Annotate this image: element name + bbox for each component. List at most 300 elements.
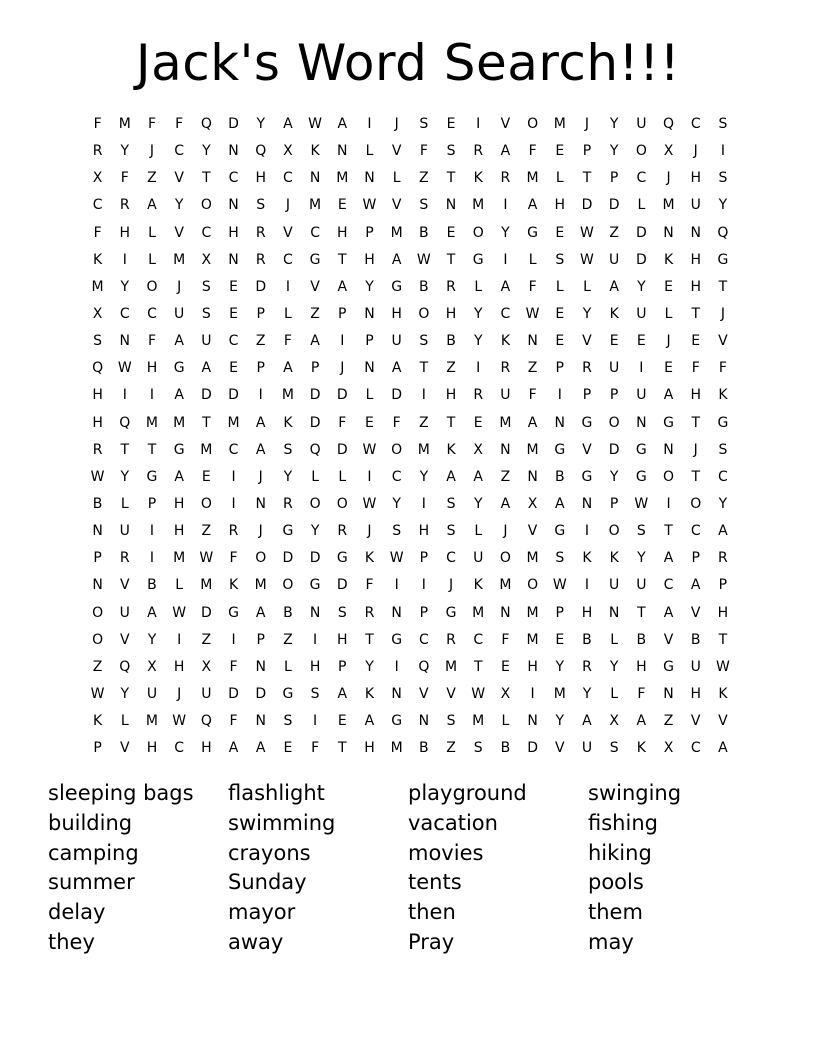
grid-letter: N [255,496,266,513]
grid-row [84,708,737,735]
grid-letter: V [174,224,184,241]
grid-letter: M [173,414,186,431]
grid-letter: H [309,658,321,675]
grid-letter: C [690,523,701,540]
grid-letter: Y [501,224,510,241]
word-column [228,779,408,958]
grid-letter: M [309,197,322,214]
grid-letter: N [364,306,375,323]
search-word: Pray [408,929,455,954]
grid-row [84,627,737,654]
grid-letter: L [284,306,292,323]
grid-letter: F [691,360,700,377]
grid-letter: I [149,387,155,404]
grid-letter: N [309,604,321,621]
grid-row [84,600,737,627]
grid-letter: I [122,387,127,404]
grid-letter: Z [527,360,538,377]
grid-letter: D [608,441,620,458]
grid-letter: I [476,116,481,133]
grid-letter: A [255,441,266,458]
grid-letter: C [663,577,674,594]
grid-letter: S [718,170,728,187]
grid-row [84,192,737,219]
grid-letter: M [118,116,131,133]
grid-letter: J [584,116,590,133]
grid-letter: A [663,387,674,404]
grid-letter: P [691,550,700,567]
grid-letter: O [635,143,647,160]
grid-letter: V [718,333,728,350]
grid-row [84,654,737,681]
search-word: swinging [588,781,682,805]
grid-letter: W [172,604,187,621]
grid-letter: M [472,713,485,730]
grid-letter: I [476,360,481,377]
grid-letter: W [552,577,567,594]
search-word: tents [408,870,462,895]
grid-letter: V [582,333,592,350]
grid-letter: I [122,251,127,268]
grid-letter: K [718,686,728,703]
grid-letter: M [662,197,675,214]
grid-letter: P [338,658,347,675]
grid-letter: J [285,197,290,214]
grid-letter: Z [419,414,429,431]
grid-letter: R [718,550,728,567]
grid-letter: Z [201,523,212,540]
grid-letter: W [362,197,377,214]
grid-letter: J [149,143,155,160]
grid-letter: S [201,306,211,323]
grid-letter: G [391,713,403,730]
grid-letter: D [255,686,267,703]
grid-letter: G [554,441,566,458]
grid-letter: F [501,631,510,648]
grid-letter: C [228,441,239,458]
grid-letter: Y [174,197,184,214]
grid-letter: D [228,116,239,133]
grid-letter: W [90,468,105,485]
grid-letter: K [609,550,619,567]
grid-letter: E [555,224,565,241]
search-word: delay [48,900,106,925]
grid-letter: I [720,143,725,160]
grid-letter: C [310,224,320,241]
grid-letter: P [256,360,265,377]
grid-letter: Y [637,550,646,567]
grid-letter: C [446,550,456,567]
grid-letter: H [690,686,701,703]
grid-letter: L [148,251,156,268]
grid-letter: M [553,116,566,133]
grid-letter: C [147,306,157,323]
grid-letter: C [391,468,402,485]
grid-row [84,572,737,599]
grid-letter: F [229,658,238,675]
grid-letter: M [444,658,458,675]
grid-letter: M [417,441,430,458]
grid-letter: C [283,170,293,187]
grid-letter: L [555,170,564,187]
search-word: crayons [228,840,311,865]
grid-letter: M [145,414,159,431]
grid-letter: A [147,197,157,214]
grid-letter: R [500,170,511,187]
grid-letter: T [718,631,728,648]
grid-letter: H [201,740,212,757]
grid-letter: S [555,251,565,268]
grid-letter: C [636,170,647,187]
grid-letter: A [500,278,511,295]
grid-letter: N [663,224,674,241]
grid-letter: Y [419,468,429,485]
grid-letter: L [474,278,483,295]
word-column [408,779,588,958]
grid-letter: M [173,550,186,567]
grid-letter: O [391,441,403,458]
grid-letter: I [421,496,426,513]
grid-letter: V [119,577,130,594]
search-word: Sunday [228,870,307,895]
grid-letter: A [582,713,592,730]
grid-letter: T [338,740,347,757]
grid-letter: A [147,604,157,621]
grid-letter: W [308,116,323,133]
grid-letter: Z [255,333,266,350]
grid-letter: J [693,441,698,458]
grid-letter: I [313,631,318,648]
grid-letter: O [255,550,267,567]
grid-letter: S [419,116,429,133]
grid-letter: D [200,604,212,621]
grid-letter: L [120,713,129,730]
grid-letter: S [392,523,402,540]
grid-letter: O [472,224,484,241]
grid-letter: M [526,604,539,621]
grid-letter: U [500,387,511,404]
grid-letter: T [691,414,700,431]
grid-letter: I [177,631,182,648]
grid-letter: M [91,278,104,295]
grid-letter: A [446,468,456,485]
grid-letter: E [473,414,483,431]
grid-letter: R [500,360,511,377]
grid-letter: H [92,414,103,431]
grid-letter: H [690,251,701,268]
search-word: building [48,810,133,835]
grid-letter: T [446,170,456,187]
grid-letter: E [555,306,565,323]
grid-letter: F [283,333,292,350]
grid-letter: O [200,197,212,214]
grid-letter: D [336,387,348,404]
grid-letter: A [473,468,483,485]
grid-letter: A [255,604,266,621]
search-word: swimming [228,810,336,835]
grid-letter: F [229,550,238,567]
grid-letter: R [283,496,293,513]
grid-letter: H [364,740,375,757]
grid-letter: N [636,414,647,431]
grid-letter: R [92,441,103,458]
grid-letter: V [391,197,402,214]
grid-letter: R [255,224,266,241]
grid-letter: G [391,631,403,648]
grid-letter: U [609,577,620,594]
grid-letter: W [362,441,377,458]
grid-letter: Y [609,116,619,133]
grid-letter: Y [609,658,619,675]
grid-letter: Q [663,116,675,133]
grid-letter: U [581,740,593,757]
grid-letter: E [555,333,565,350]
grid-letter: Q [255,143,267,160]
grid-letter: R [119,197,130,214]
grid-letter: I [421,577,426,594]
grid-letter: E [664,360,673,377]
grid-letter: E [664,278,673,295]
grid-letter: Y [365,658,374,675]
grid-letter: A [255,740,266,757]
grid-letter: Z [201,631,212,648]
grid-letter: V [119,631,130,648]
word-column [588,779,768,958]
grid-letter: I [557,387,562,404]
grid-row [84,437,737,464]
grid-letter: A [255,414,266,431]
grid-letter: H [146,360,158,377]
grid-letter: Y [637,278,646,295]
grid-letter: G [635,441,647,458]
grid-letter: C [228,170,239,187]
grid-letter: V [718,713,728,730]
grid-letter: G [282,686,294,703]
grid-letter: A [337,278,348,295]
grid-letter: V [446,686,456,703]
grid-letter: O [527,116,539,133]
grid-letter: B [554,468,565,485]
grid-letter: P [93,550,102,567]
grid-letter: J [367,523,372,540]
grid-letter: Q [92,360,104,377]
grid-letter: I [149,550,155,567]
grid-row [84,355,737,382]
grid-row [84,410,737,437]
grid-letter: P [555,604,564,621]
grid-letter: B [147,577,157,594]
grid-letter: G [228,604,239,621]
grid-letter: P [609,496,619,513]
grid-letter: J [666,170,671,187]
grid-letter: Y [582,686,592,703]
grid-letter: A [527,197,538,214]
page-title: Jack's Word Search!!! [135,34,681,92]
grid-letter: D [527,740,538,757]
grid-letter: Q [200,713,212,730]
grid-letter: Z [147,170,157,187]
grid-letter: I [394,577,399,594]
grid-letter: X [527,496,538,513]
grid-letter: L [474,523,483,540]
grid-letter: A [337,116,348,133]
grid-letter: I [584,577,590,594]
grid-letter: M [390,224,403,241]
grid-letter: S [446,523,456,540]
grid-letter: S [718,116,728,133]
grid-letter: Y [120,686,130,703]
grid-letter: P [256,306,265,323]
grid-letter: D [608,197,620,214]
grid-letter: E [555,631,565,648]
grid-letter: Z [500,468,511,485]
grid-letter: N [500,441,511,458]
grid-letter: Y [120,468,130,485]
grid-letter: A [718,740,728,757]
grid-letter: C [690,116,701,133]
grid-letter: K [93,251,103,268]
grid-letter: Z [609,224,619,241]
grid-letter: M [526,170,539,187]
grid-letter: U [636,306,647,323]
grid-letter: F [338,414,347,431]
grid-letter: W [172,713,187,730]
grid-row [84,165,737,192]
grid-letter: O [663,468,675,485]
grid-letter: M [200,441,213,458]
grid-letter: G [554,523,566,540]
grid-row [84,111,737,138]
grid-letter: H [445,387,457,404]
grid-letter: D [200,387,212,404]
grid-letter: N [255,713,266,730]
grid-letter: K [636,740,646,757]
grid-letter: N [663,441,674,458]
grid-letter: J [177,686,182,703]
grid-letter: A [663,604,674,621]
grid-letter: M [390,740,403,757]
grid-letter: N [527,713,538,730]
grid-letter: Y [473,496,483,513]
grid-letter: I [503,197,508,214]
grid-letter: G [173,360,185,377]
grid-letter: B [283,604,293,621]
grid-letter: M [553,686,566,703]
grid-letter: Y [473,333,483,350]
grid-letter: I [285,278,290,295]
grid-letter: H [146,740,158,757]
grid-letter: G [663,414,674,431]
grid-letter: K [473,170,483,187]
grid-letter: T [365,631,374,648]
grid-letter: R [92,143,103,160]
grid-letter: N [581,496,593,513]
grid-letter: U [609,360,620,377]
grid-letter: X [663,740,674,757]
grid-letter: T [691,468,700,485]
grid-letter: O [92,604,104,621]
grid-letter: N [228,197,239,214]
search-word: then [408,900,456,925]
grid-letter: E [229,306,238,323]
grid-letter: E [229,360,238,377]
grid-letter: I [367,116,372,133]
grid-letter: Y [365,278,374,295]
grid-letter: B [500,740,511,757]
grid-letter: M [254,577,267,594]
grid-letter: N [92,523,103,540]
search-word: movies [408,840,484,865]
grid-letter: S [283,441,293,458]
grid-letter: O [282,577,294,594]
grid-letter: M [499,414,512,431]
grid-letter: L [338,468,347,485]
grid-letter: H [636,658,647,675]
grid-letter: N [364,360,375,377]
grid-letter: Y [582,306,592,323]
grid-letter: W [715,658,730,675]
grid-letter: D [336,441,348,458]
grid-letter: N [554,414,566,431]
grid-letter: C [500,306,511,323]
grid-letter: A [364,713,375,730]
grid-letter: L [284,658,292,675]
grid-letter: L [583,278,591,295]
grid-letter: N [228,251,239,268]
grid-letter: T [120,441,130,458]
grid-letter: M [336,170,349,187]
grid-letter: U [201,686,212,703]
grid-letter: U [636,387,647,404]
grid-letter: L [637,197,646,214]
grid-letter: A [690,577,701,594]
grid-letter: C [718,468,728,485]
grid-letter: L [365,143,374,160]
grid-letter: S [256,197,266,214]
grid-letter: T [582,170,592,187]
search-word: them [588,900,643,925]
grid-letter: Y [120,143,130,160]
grid-letter: G [717,251,729,268]
grid-letter: H [391,306,402,323]
grid-letter: H [690,278,701,295]
grid-letter: P [582,387,592,404]
grid-letter: F [365,577,374,594]
search-word: summer [48,870,135,895]
grid-letter: H [581,604,593,621]
grid-letter: F [93,116,102,133]
grid-letter: C [283,251,293,268]
grid-letter: A [391,251,402,268]
grid-letter: Y [609,143,619,160]
grid-letter: A [500,143,511,160]
grid-letter: H [173,496,185,513]
grid-letter: A [228,740,239,757]
grid-letter: F [392,414,401,431]
grid-row [84,545,737,572]
grid-letter: T [446,414,456,431]
grid-letter: M [227,414,240,431]
grid-letter: F [229,713,238,730]
grid-letter: I [231,496,236,513]
grid-letter: M [499,577,512,594]
grid-letter: J [720,306,725,323]
grid-letter: Y [310,523,320,540]
grid-letter: B [636,631,647,648]
grid-letter: K [364,550,375,567]
grid-letter: W [471,686,486,703]
grid-letter: T [664,523,673,540]
